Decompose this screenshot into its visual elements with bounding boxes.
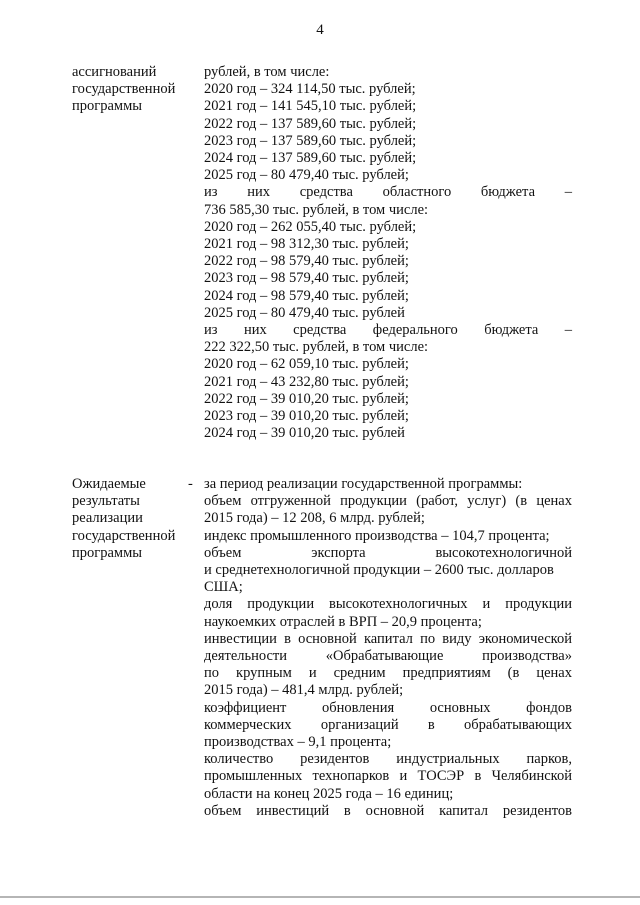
page-bottom-edge <box>0 896 640 898</box>
content-line: рублей, в том числе: <box>204 64 330 80</box>
section-expected-results-content <box>204 476 572 820</box>
content-line: из них средства областного бюджета – <box>204 184 572 201</box>
label-line: Ожидаемые <box>72 476 146 492</box>
content-line: 2015 года) – 481,4 млрд. рублей; <box>204 682 404 699</box>
label-line: реализации <box>72 510 143 527</box>
content-line: 2020 год – 262 055,40 тыс. рублей; <box>204 218 417 235</box>
content-line: коммерческих организаций в обрабатывающих <box>204 716 572 733</box>
label-line: государственной <box>72 527 176 544</box>
content-line: США; <box>204 579 243 596</box>
content-line: доля продукции высокотехнологичных и продукции <box>204 596 572 613</box>
label-line: результаты <box>72 493 140 510</box>
label-line: программы <box>72 544 142 561</box>
section-expected-results-label <box>72 476 200 562</box>
label-line: программы <box>72 98 142 115</box>
content-line: 2022 год – 98 579,40 тыс. рублей; <box>204 253 409 270</box>
content-line: деятельности «Обрабатывающие производства» <box>204 648 572 665</box>
content-line: 2025 год – 80 479,40 тыс. рублей <box>204 304 405 321</box>
content-line: 2024 год – 39 010,20 тыс. рублей <box>204 425 405 442</box>
content-line: 2022 год – 137 589,60 тыс. рублей; <box>204 115 417 132</box>
content-line: объем отгруженной продукции (работ, услуг) (в ценах <box>204 493 572 510</box>
content-line: за период реализации государственной программы: <box>204 476 523 492</box>
content-line: 2015 года) – 12 208, 6 млрд. рублей; <box>204 510 425 527</box>
content-line: 2021 год – 98 312,30 тыс. рублей; <box>204 236 409 253</box>
label-line: ассигнований <box>72 64 157 80</box>
content-line: по крупным и средним предприятиям (в ценах <box>204 665 572 682</box>
content-line: индекс промышленного производства – 104,7 процента; <box>204 527 550 544</box>
content-line: наукоемких отраслей в ВРП – 20,9 процента; <box>204 613 482 630</box>
content-line: 2023 год – 137 589,60 тыс. рублей; <box>204 132 417 149</box>
content-line: коэффициент обновления основных фондов <box>204 699 572 716</box>
section-financing-label <box>72 64 200 116</box>
page-number: 4 <box>316 22 324 38</box>
content-line: объем инвестиций в основной капитал резидентов <box>204 802 572 819</box>
content-line: производствах – 9,1 процента; <box>204 734 392 751</box>
content-line: инвестиции в основной капитал по виду экономической <box>204 630 572 647</box>
content-line: 222 322,50 тыс. рублей, в том числе: <box>204 339 429 356</box>
content-line: 2020 год – 62 059,10 тыс. рублей; <box>204 356 409 373</box>
content-line: области на конец 2025 года – 16 единиц; <box>204 785 454 802</box>
content-line: 2021 год – 43 232,80 тыс. рублей; <box>204 373 409 390</box>
separator-dash: - <box>188 476 193 492</box>
content-line: 2021 год – 141 545,10 тыс. рублей; <box>204 98 417 115</box>
content-line: 2023 год – 39 010,20 тыс. рублей; <box>204 408 409 425</box>
label-line: государственной <box>72 81 176 98</box>
content-line: 736 585,30 тыс. рублей, в том числе: <box>204 201 429 218</box>
content-line: 2024 год – 137 589,60 тыс. рублей; <box>204 150 417 167</box>
content-line: 2023 год – 98 579,40 тыс. рублей; <box>204 270 409 287</box>
content-line: 2025 год – 80 479,40 тыс. рублей; <box>204 167 409 184</box>
content-line: и среднетехнологичной продукции – 2600 тыс. долларов <box>204 562 554 579</box>
content-line: 2022 год – 39 010,20 тыс. рублей; <box>204 390 409 407</box>
section-financing-content <box>204 64 572 442</box>
content-line: 2024 год – 98 579,40 тыс. рублей; <box>204 287 409 304</box>
content-line: количество резидентов индустриальных парков, <box>204 751 572 768</box>
content-line: объем экспорта высокотехнологичной <box>204 544 572 561</box>
content-line: 2020 год – 324 114,50 тыс. рублей; <box>204 81 416 98</box>
content-line: промышленных технопарков и ТОСЭР в Челябинской <box>204 768 572 785</box>
content-line: из них средства федерального бюджета – <box>204 322 572 339</box>
